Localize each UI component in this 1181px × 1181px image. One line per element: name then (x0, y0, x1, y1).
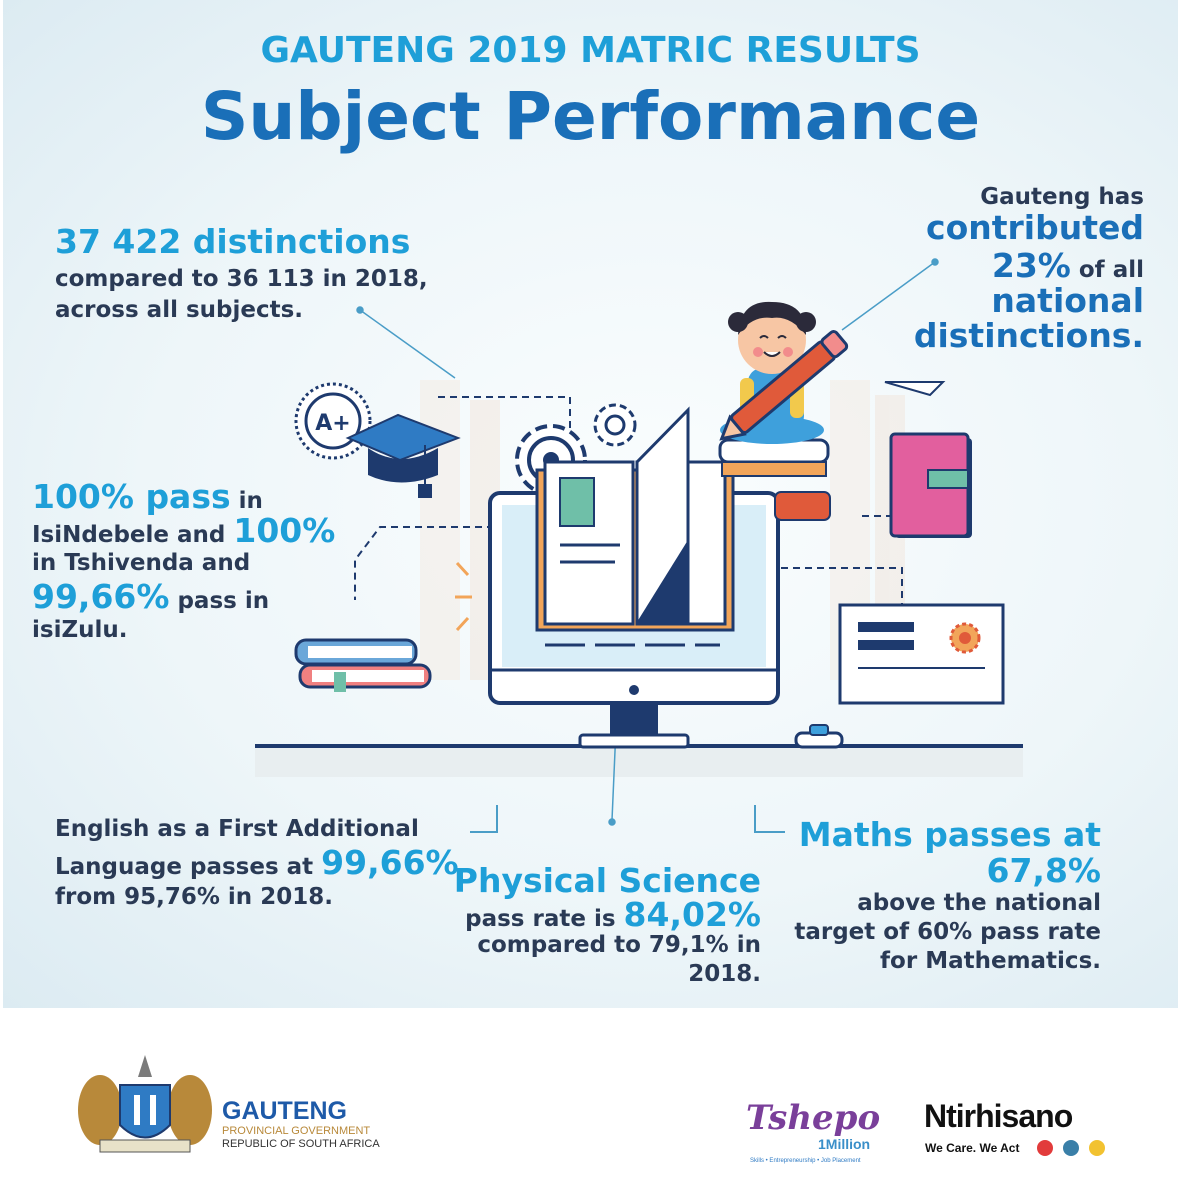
coat-of-arms-logo (70, 1055, 220, 1165)
tshepo-tagline: Skills • Entrepreneurship • Job Placement (750, 1158, 861, 1164)
maths-line-2: 67,8% (986, 851, 1101, 890)
contribution-line-1: Gauteng has (980, 184, 1144, 210)
english-line-1: English as a First Additional (55, 816, 419, 842)
gov-sub-2: REPUBLIC OF SOUTH AFRICA (222, 1138, 380, 1150)
contribution-of-all: of all (1070, 257, 1144, 283)
gov-name: GAUTENG (222, 1097, 347, 1125)
red-dot-icon (1037, 1140, 1053, 1156)
maths-line-1: Maths passes at (798, 815, 1101, 854)
grade-label: A+ (315, 411, 351, 436)
english-line-3: from 95,76% in 2018. (55, 884, 333, 910)
maths-line-3: above the national (857, 890, 1101, 916)
ntirhisano-dots (1035, 1138, 1110, 1162)
book-stack-left (296, 640, 430, 692)
languages-pass-f: 99,66% (32, 577, 170, 616)
gov-sub-1: PROVINCIAL GOVERNMENT (222, 1125, 371, 1137)
header-kicker: GAUTENG 2019 MATRIC RESULTS (260, 30, 921, 71)
paper-plane-icon (885, 382, 943, 395)
science-pass-rate: pass rate is (465, 906, 624, 932)
gear-icon-small (595, 405, 635, 445)
contribution-line-4: national (991, 281, 1144, 320)
distinctions-headline: 37 422 distinctions (55, 222, 411, 261)
page-title: Subject Performance (200, 78, 981, 155)
distinctions-line-2: across all subjects. (55, 297, 304, 323)
desk (255, 745, 1023, 777)
yellow-dot-icon (1089, 1140, 1105, 1156)
contribution-percent: 23% (991, 246, 1071, 285)
contribution-line-2: contributed (926, 208, 1144, 247)
languages-in: in (230, 488, 263, 514)
english-percent: 99,66% (321, 843, 459, 882)
tshepo-logo: Tshepo (746, 1098, 881, 1138)
languages-pass-d: 100% (233, 511, 336, 550)
notebook-icon (891, 434, 972, 538)
languages-pass-in: pass in (169, 588, 270, 614)
distinctions-line-1: compared to 36 113 in 2018, (55, 266, 428, 292)
science-line-1: Physical Science (453, 861, 761, 900)
certificate-icon (840, 605, 1003, 703)
languages-line-5: isiZulu. (32, 617, 128, 643)
ntirhisano-tagline: We Care. We Act (925, 1141, 1020, 1155)
science-line-3: compared to 79,1% in (477, 932, 761, 958)
contribution-line-5: distinctions. (913, 316, 1144, 355)
blue-dot-icon (1063, 1140, 1079, 1156)
tshepo-million: 1Million (818, 1136, 871, 1152)
maths-line-4: target of 60% pass rate (794, 919, 1101, 945)
ntirhisano-logo: Ntirhisano (924, 1098, 1073, 1134)
english-passes-at: Language passes at (55, 854, 322, 880)
maths-line-5: for Mathematics. (880, 948, 1101, 974)
science-percent: 84,02% (623, 895, 761, 934)
languages-isindebele: IsiNdebele and (32, 522, 234, 548)
science-line-4: 2018. (688, 961, 761, 987)
languages-pass-a: 100% pass (32, 477, 231, 516)
mouse-icon (796, 725, 842, 747)
languages-line-3: in Tshivenda and (32, 550, 251, 576)
